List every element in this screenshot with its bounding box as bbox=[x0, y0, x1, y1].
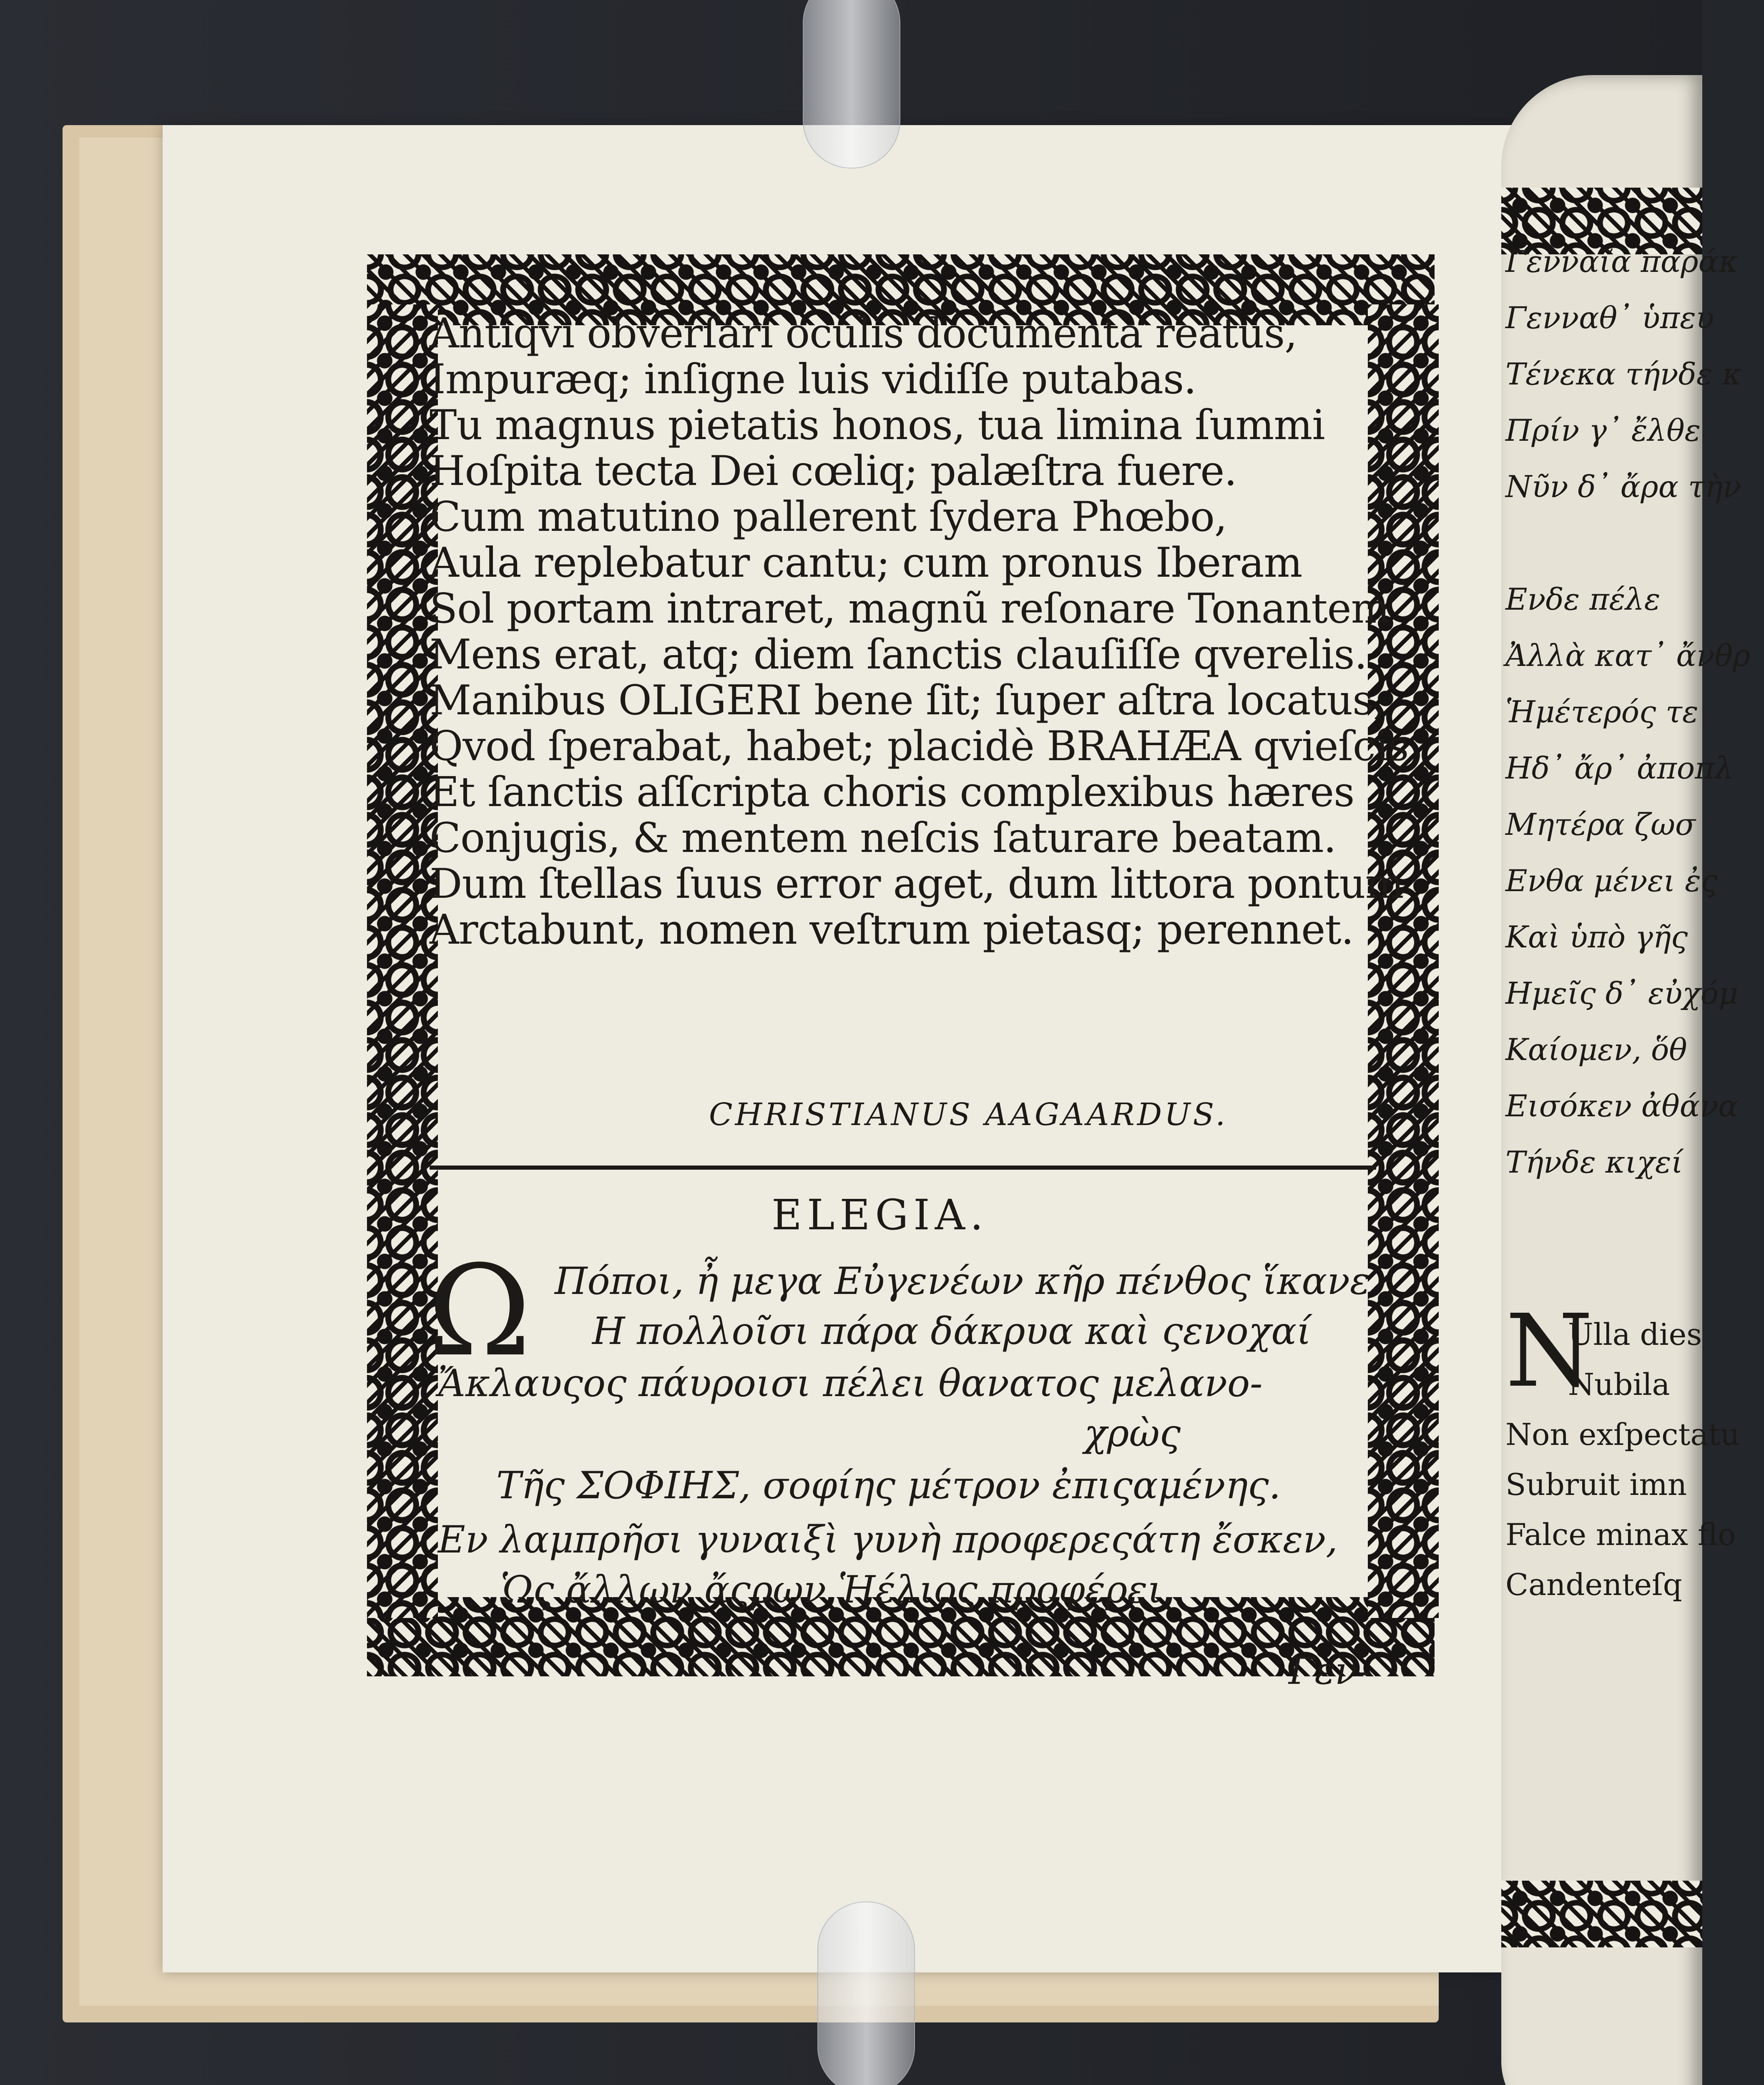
right-page-latin-line: Ulla dies bbox=[1568, 1317, 1702, 1352]
right-page-line: Ἀλλὰ κατ᾽ ἄνθρ bbox=[1505, 638, 1751, 673]
greek-line: Ἄκλαυςος πάυροισι πέλει θανατος μελανο- bbox=[438, 1362, 1263, 1405]
verse-line: Arctabunt, nomen veſtrum pietasq; perennet. bbox=[430, 906, 1354, 954]
author-signature: CHRISTIANUS AAGAARDUS. bbox=[709, 1097, 1228, 1133]
right-page-line: Μητέρα ζωσ bbox=[1505, 807, 1696, 842]
right-page-bottom-ornament bbox=[1501, 1881, 1702, 1947]
right-page-line: Γενναθ᾽ ὑπευ bbox=[1505, 300, 1714, 335]
right-page-line: Νῦν δ᾽ ἄρα τὴν bbox=[1505, 469, 1741, 504]
elegia-heading: ELEGIA. bbox=[771, 1191, 988, 1239]
verse-line: Cum matutino pallerent ſydera Phœbo, bbox=[430, 493, 1227, 541]
verse-line: Tu magnus pietatis honos, tua limina ſummi bbox=[430, 402, 1325, 449]
verse-line: Sol portam intraret, magnũ reſonare Tonantem bbox=[430, 585, 1390, 633]
right-page-line: Ἡμέτερός τε bbox=[1505, 694, 1699, 729]
right-page-line: Πρίν γ᾽ ἔλθε bbox=[1505, 413, 1701, 448]
page-clip-top bbox=[803, 0, 900, 168]
ornament-band-left bbox=[367, 304, 438, 1618]
verse-line: Hoſpita tecta Dei cœliq; palæſtra fuere. bbox=[430, 447, 1237, 495]
section-rule bbox=[430, 1166, 1376, 1170]
right-page-dropcap: N bbox=[1505, 1293, 1593, 1409]
verse-line: Dum ſtellas ſuus error aget, dum littora pontum bbox=[430, 860, 1404, 908]
greek-line: Εν λαμπρῆσι γυναιξὶ γυνὴ προφερεςάτη ἔσκεν, bbox=[438, 1518, 1338, 1562]
verse-line: Qvod ſperabat, habet; placidè BRAHÆA qvieſcis bbox=[430, 723, 1409, 770]
verse-line: Impuræq; inſigne luis vidiſſe putabas. bbox=[430, 356, 1196, 403]
right-page-line: Τήνδε κιχεί bbox=[1505, 1145, 1683, 1180]
right-page-line: Ηδ᾽ ἄρ᾽ ἀποπλ bbox=[1505, 751, 1734, 786]
right-page-line: Γενναῖα παράκ bbox=[1505, 244, 1739, 279]
right-page-line: Ενθα μένει ἐς bbox=[1505, 863, 1718, 898]
right-page-line: Ημεῖς δ᾽ εὐχόμ bbox=[1505, 976, 1739, 1011]
page-clip-bottom bbox=[817, 1902, 915, 2085]
latin-verse-block bbox=[430, 310, 1409, 954]
right-page-line: Εισόκεν ἀθάνα bbox=[1505, 1088, 1739, 1123]
greek-line: Τῆς ΣΟΦΙΗΣ, σοφίης μέτρον ἐπιςαμένης. bbox=[496, 1464, 1281, 1507]
verse-line: Manibus OLIGERI bene ſit; ſuper aſtra locatus, bbox=[430, 677, 1386, 724]
right-page-line bbox=[1505, 515, 1701, 571]
right-page-line: Τένεκα τήνδε κ bbox=[1505, 357, 1742, 392]
right-page-line: Ενδε πέλε bbox=[1505, 582, 1661, 617]
verse-line: Conjugis, & mentem neſcis ſaturare beatam. bbox=[430, 814, 1336, 862]
right-page-line: Καὶ ὑπὸ γῆς bbox=[1505, 919, 1688, 955]
right-page-line: Καίομεν, ὅθ bbox=[1505, 1032, 1687, 1067]
right-page-latin-line: Subruit imn bbox=[1505, 1467, 1687, 1502]
greek-line: Ὡς ἄλλων ἄςρων Ἡέλιος προφέρει. bbox=[500, 1568, 1174, 1612]
verse-line: Mens erat, atq; diem ſanctis clauſiſſe qverelis. bbox=[430, 631, 1367, 678]
right-page-latin-lines bbox=[1505, 1309, 1764, 1610]
right-page-latin-line: Falce minax flo bbox=[1505, 1517, 1736, 1552]
greek-line: Πόποι, ἦ μεγα Εὐγενέων κῆρ πένθος ἵκανε bbox=[555, 1259, 1370, 1303]
omega-dropcap: Ω bbox=[427, 1238, 531, 1384]
right-page-latin-line: Nubila bbox=[1568, 1367, 1670, 1402]
greek-line: Η πολλοῖσι πάρα δάκρυα καὶ ςενοχαί bbox=[592, 1309, 1312, 1353]
right-page-greek-lines bbox=[1505, 234, 1751, 1191]
catchword: Γεν- bbox=[1289, 1649, 1370, 1693]
right-page-latin-line: Candenteſq bbox=[1505, 1567, 1682, 1602]
greek-line: χρὼς bbox=[1084, 1412, 1181, 1455]
verse-line: Antiqvi obverſari oculis documenta reatus, bbox=[430, 310, 1297, 357]
right-page-latin-line: Non exſpectatu bbox=[1505, 1417, 1740, 1452]
verse-line: Et ſanctis aſſcripta choris complexibus hæres bbox=[430, 769, 1354, 816]
verse-line: Aula replebatur cantu; cum pronus Iberam bbox=[430, 539, 1302, 587]
